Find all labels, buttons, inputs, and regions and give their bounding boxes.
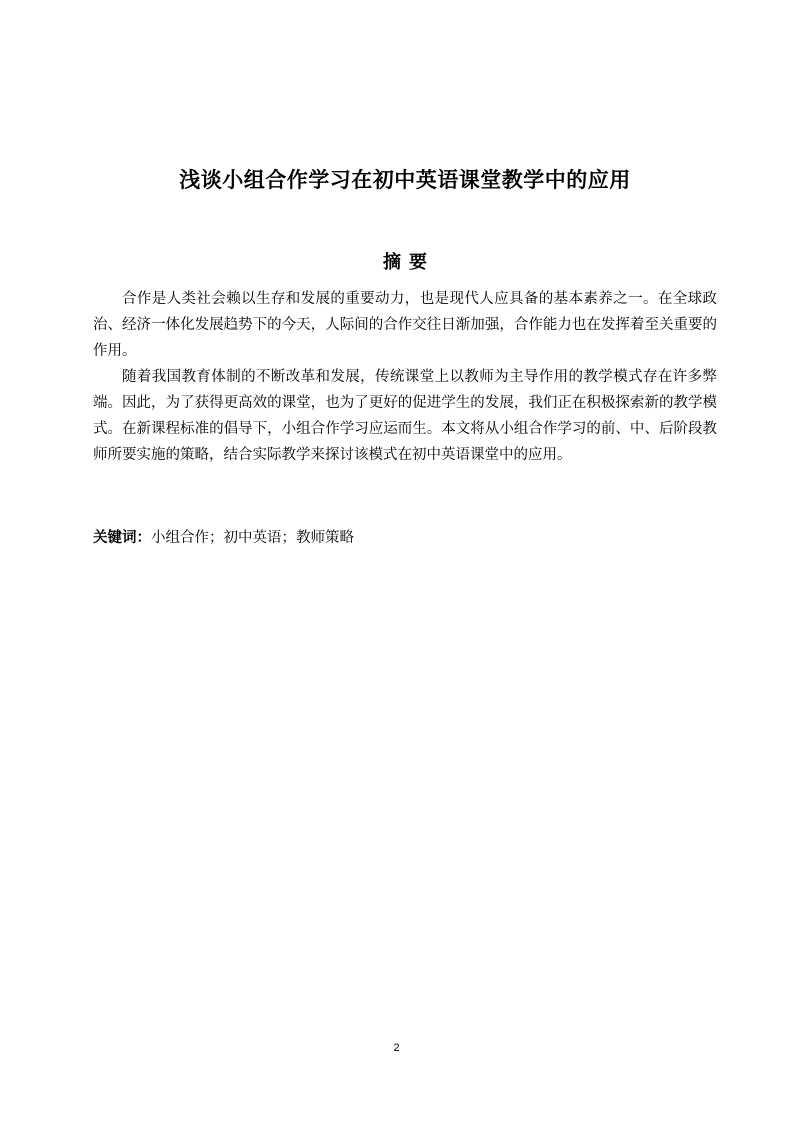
abstract-paragraph-2: 随着我国教育体制的不断改革和发展，传统课堂上以教师为主导作用的教学模式存在许多弊端。因此，为了获得更高效的课堂，也为了更好的促进学生的发展，我们正在积极探索新的教学模式。在新课程标准的倡导下，小组合作学习应运而生。本文将从小组合作学习的前、中、后阶段教师所要实施的策略，结合实际教学来探讨该模式在初中英语课堂中的应用。 — [93, 369, 717, 463]
keywords-text: 小组合作；初中英语；教师策略 — [151, 530, 354, 546]
abstract-heading: 摘要 — [383, 252, 435, 273]
keywords-label: 关键词： — [93, 530, 151, 546]
abstract-paragraph-1: 合作是人类社会赖以生存和发展的重要动力，也是现代人应具备的基本素养之一。在全球政治、经济一体化发展趋势下的今天，人际间的合作交往日渐加强，合作能力也在发挥着至关重要的作用。 — [93, 291, 717, 359]
document-title: 浅谈小组合作学习在初中英语课堂教学中的应用 — [179, 168, 631, 192]
page-number: 2 — [393, 1042, 400, 1054]
keywords-line — [93, 525, 717, 551]
abstract-body — [93, 286, 717, 468]
